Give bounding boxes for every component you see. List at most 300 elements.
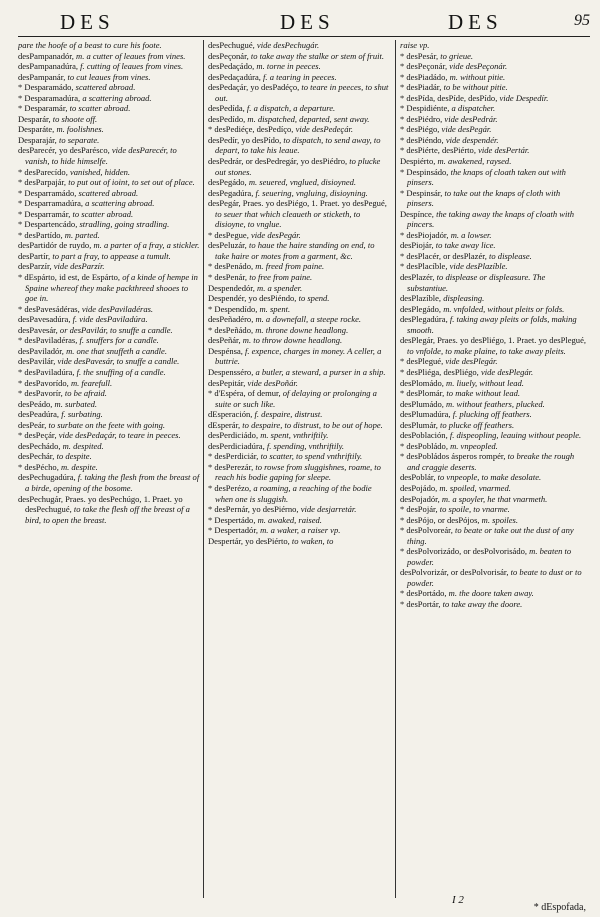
entry-definition: to take away the doore. (440, 598, 523, 609)
entry-headword: * Despidiénte, (400, 103, 450, 114)
entry-definition: m. spoiles. (479, 514, 519, 525)
entry-definition: the knaps of cloath taken out with pinsers. (407, 166, 566, 188)
dictionary-entry (400, 430, 586, 441)
dictionary-entry (400, 599, 586, 610)
dictionary-entry (208, 462, 390, 483)
entry-definition: vide desPegár. (439, 124, 492, 135)
entry-definition: vide desPedaçár, to teare in peeces. (56, 430, 181, 441)
entry-headword: desPegár, Praes. yo desPiégo, 1. Praet. yo desPegué, (208, 198, 387, 209)
dictionary-entry (208, 314, 390, 325)
dictionary-entry (400, 388, 586, 399)
entry-headword: * desPiérte, desPiérto, (400, 145, 476, 156)
catchword: * dEspofada, (533, 902, 586, 913)
entry-headword: * desPlegué, (400, 356, 444, 367)
entry-definition: to be without pitie. (441, 82, 508, 93)
dictionary-entry (400, 451, 586, 472)
entry-headword: * desPortádo, (400, 588, 447, 599)
entry-headword: desPoblación, (400, 430, 448, 441)
dictionary-entry (400, 145, 586, 156)
entry-definition: m. spoiled, vnarmed. (437, 482, 511, 493)
entry-definition: vide desPavesár, to snuffe a candle. (55, 356, 180, 367)
entry-headword: desPedaçádo, (208, 61, 255, 72)
entry-headword: * desPaviladúra, (18, 366, 75, 377)
dictionary-entry (400, 515, 586, 526)
entry-definition: m. a cutter of leaues from vines. (73, 50, 186, 61)
entry-headword: desParecér, yo desParésco, (18, 145, 110, 156)
dictionary-entry (400, 378, 586, 389)
entry-headword: desPeçonár, (208, 50, 249, 61)
entry-definition: m. liuely, without lead. (443, 377, 524, 388)
dictionary-entry (400, 356, 586, 367)
dictionary-entry (18, 441, 200, 452)
entry-definition: m. torne in peeces. (254, 61, 321, 72)
dictionary-entry (400, 40, 586, 51)
entry-definition: m. a downefall, a steepe rocke. (253, 314, 362, 325)
entry-headword: * Despartencádo, (18, 219, 78, 230)
entry-headword: * desPesár, (400, 50, 439, 61)
entry-definition: to plucke off feathers. (437, 419, 515, 430)
entry-definition: to take away the stalke or stem of fruit. (248, 50, 385, 61)
entry-headword: * desPartído, (18, 229, 63, 240)
dictionary-entry (208, 188, 390, 199)
dictionary-entry (208, 335, 390, 346)
entry-definition: m. a lowser. (448, 229, 492, 240)
entry-headword: desPlegádo, (400, 303, 442, 314)
entry-definition: scattered abroad. (76, 187, 139, 198)
entry-definition: vanished, hidden. (67, 166, 131, 177)
entry-headword: desPegádo, (208, 177, 247, 188)
dictionary-entry (18, 103, 200, 114)
dictionary-entry (18, 304, 200, 315)
entry-headword: * desPerdiciár, (208, 451, 259, 462)
running-headword: DES (60, 10, 115, 34)
entry-definition: m. surbated. (52, 398, 98, 409)
dictionary-entry (208, 409, 390, 420)
entry-definition: f. a dispatch, a departure. (244, 103, 336, 114)
dictionary-entry (18, 388, 200, 399)
entry-headword: * desPída, desPíde, desPído, (400, 92, 498, 103)
dictionary-entry (400, 441, 586, 452)
entry-headword: * desPerézo, (208, 482, 252, 493)
dictionary-entry (400, 135, 586, 146)
entry-headword: desPavilár, (18, 356, 56, 367)
entry-headword: * Desparramádo, (18, 187, 77, 198)
entry-headword: * desPolvorizádo, or desPolvorisádo, (400, 546, 528, 557)
entry-definition: to breake the rough and craggie deserts. (407, 451, 575, 472)
entry-headword: * desPobládos ásperos rompér, (400, 451, 506, 462)
column-2 (208, 40, 390, 900)
entry-headword: Despendér, yo desPiéndo, (208, 293, 297, 304)
entry-headword: dEsperación, (208, 409, 253, 420)
entry-definition: to be afraid. (62, 388, 107, 399)
entry-definition: m. a spoyler, he that vnarmeth. (439, 493, 548, 504)
entry-definition: vide Despedír. (497, 92, 549, 103)
dictionary-entry (400, 494, 586, 505)
dictionary-entry (400, 61, 586, 72)
entry-headword: * desPiadár, (400, 82, 442, 93)
entry-headword: * Despinsádo, (400, 166, 449, 177)
entry-definition: m. dispatched, departed, sent away. (245, 113, 370, 124)
entry-headword: * desPediéçe, desPedíço, (208, 124, 294, 135)
entry-definition: m. without pitie. (447, 71, 506, 82)
entry-headword: * desPolvoreár, (400, 525, 453, 536)
dictionary-entry (208, 367, 390, 378)
entry-definition: to plucke out stones. (215, 156, 381, 177)
dictionary-entry (208, 82, 390, 103)
dictionary-entry (400, 167, 586, 188)
dictionary-entry (18, 356, 200, 367)
entry-headword: * desPécho, (18, 461, 59, 472)
entry-definition: a roaming, a reaching of the bodie when one is sluggish. (215, 482, 372, 504)
entry-headword: * Desparamár, (18, 103, 68, 114)
dictionary-entry (18, 72, 200, 83)
entry-headword: * desPeñádo, (208, 324, 254, 335)
dictionary-entry (400, 188, 586, 209)
entry-definition: f. taking away pleits or folds, making smooth. (407, 314, 577, 335)
entry-headword: * desPaviladéras, (18, 335, 78, 346)
entry-headword: desPepitár, (208, 377, 246, 388)
entry-headword: Desparáte, (18, 124, 55, 135)
dictionary-entry (18, 494, 200, 526)
entry-definition: vide desPlegár. (443, 356, 498, 367)
entry-headword: desPoblár, (400, 472, 436, 483)
entry-definition: vide desPlazíble. (447, 261, 508, 272)
entry-headword: desPlumadúra, (400, 409, 451, 420)
dictionary-entry (18, 367, 200, 378)
dictionary-entry (400, 409, 586, 420)
entry-headword: * desPojár, (400, 504, 438, 515)
entry-definition: m. awaked, raised. (255, 514, 322, 525)
entry-headword: * Despertadór, (208, 525, 258, 536)
entry-headword: Despendedór, (208, 282, 255, 293)
entry-headword: * desPavorído, (18, 377, 69, 388)
entry-definition: m. without feathers, plucked. (443, 398, 545, 409)
dictionary-entry (208, 272, 390, 283)
entry-definition: m. a parter of a fray, a stickler. (91, 240, 200, 251)
entry-definition: a scattering abroad. (83, 198, 155, 209)
entry-definition: stradling, going stradling. (77, 219, 170, 230)
entry-headword: desPedrár, or desPedregár, yo desPiédro, (208, 156, 348, 167)
dictionary-entry (208, 525, 390, 536)
dictionary-entry (18, 51, 200, 62)
entry-definition: to beate or take out the dust of any thing. (407, 525, 574, 546)
dictionary-entry (18, 167, 200, 178)
dictionary-entry (208, 61, 390, 72)
entry-definition: to free from paine. (247, 272, 313, 283)
dictionary-entry (400, 567, 586, 588)
entry-headword: * desPiadádo, (400, 71, 448, 82)
dictionary-entry (208, 420, 390, 431)
entry-headword: * desPenár, (208, 272, 248, 283)
dictionary-entry (18, 451, 200, 462)
entry-definition: f. plucking off feathers. (450, 409, 532, 420)
entry-definition: m. freed from paine. (253, 261, 325, 272)
dictionary-entry (400, 293, 586, 304)
entry-definition: to displease or displeasure. The substantiue. (407, 272, 546, 293)
entry-definition: m. fearefull. (68, 377, 113, 388)
entry-definition: m. foolishnes. (54, 124, 104, 135)
dictionary-entry (18, 135, 200, 146)
dictionary-entry (208, 156, 390, 177)
dictionary-entry (208, 72, 390, 83)
dictionary-entry (208, 536, 390, 547)
dictionary-entry (400, 240, 586, 251)
entry-headword: desPampanár, (18, 71, 66, 82)
dictionary-entry (400, 304, 586, 315)
entry-definition: f. despaire, distrust. (252, 409, 323, 420)
entry-definition: vide desPaviladéras. (79, 303, 154, 314)
dictionary-entry (208, 441, 390, 452)
entry-definition: f. surbating. (59, 409, 103, 420)
dictionary-entry (208, 51, 390, 62)
entry-headword: * desPeçár, (18, 430, 57, 441)
dictionary-entry (208, 103, 390, 114)
entry-headword: desPeñár, (208, 335, 241, 346)
entry-definition: f. a tearing in peeces. (260, 71, 337, 82)
dictionary-entry (18, 61, 200, 72)
dictionary-entry (400, 367, 586, 378)
dictionary-entry (400, 156, 586, 167)
entry-headword: * Desparramadúra, (18, 198, 84, 209)
entry-headword: desPeadúra, (18, 409, 60, 420)
entry-headword: Despénsa, (208, 345, 243, 356)
entry-headword: desPechugué, (208, 40, 255, 50)
entry-headword: * desPiéndo, (400, 134, 444, 145)
dictionary-entry (18, 420, 200, 431)
entry-definition: to rowse from sluggishnes, roame, to reach his bodie gaping for sleepe. (215, 461, 381, 483)
column-3 (400, 40, 586, 900)
entry-headword: desPechugadúra, (18, 472, 76, 483)
entry-headword: desPlazér, (400, 272, 435, 283)
entry-definition: vide despendér. (443, 134, 499, 145)
dictionary-entry (208, 283, 390, 294)
dictionary-entry (18, 230, 200, 241)
entry-headword: * desParpajár, (18, 177, 67, 188)
entry-headword: * Desparramár, (18, 208, 71, 219)
entry-definition: a scattering abroad. (80, 92, 152, 103)
dictionary-entry (400, 103, 586, 114)
dictionary-entry (18, 314, 200, 325)
dictionary-entry (400, 114, 586, 125)
entry-definition: m. a waker, a raiser vp. (257, 525, 341, 536)
entry-headword: desPolvorizár, or desPolvorisár, (400, 567, 509, 578)
entry-definition: m. despited. (60, 440, 104, 451)
entry-definition: m. spent. (257, 303, 291, 314)
entry-headword: * Desparamádo, (18, 82, 74, 93)
entry-definition: a dispatcher. (449, 103, 496, 114)
entry-headword: desPeluzár, (208, 240, 247, 251)
dictionary-entry (400, 93, 586, 104)
entry-definition: f. seuering, vngluing, disioyning. (253, 187, 368, 198)
dictionary-entry (18, 198, 200, 209)
entry-definition: of a kinde of hempe in Spaine whereof they make packthreed shooes to goe in. (25, 272, 198, 304)
entry-headword: desPlumár, (400, 419, 438, 430)
entry-headword: * desPlacér, or desPlazér, (400, 250, 487, 261)
entry-headword: * desPlacíble, (400, 261, 448, 272)
dictionary-entry (18, 335, 200, 346)
entry-definition: vide desPegár. (248, 229, 301, 240)
entry-definition: vide desPeçonár. (447, 61, 508, 72)
entry-headword: desPedído, (208, 113, 246, 124)
entry-definition: raise vp. (400, 40, 430, 50)
entry-headword: desPedaçár, yo desPadéço, (208, 82, 300, 93)
entry-headword: desPojádo, (400, 482, 438, 493)
entry-definition: m. one that snuffeth a candle. (63, 345, 167, 356)
entry-headword: * desPliéga, desPliégo, (400, 366, 479, 377)
entry-definition: to make without lead. (444, 388, 521, 399)
dictionary-entry (400, 420, 586, 431)
dictionary-entry (208, 346, 390, 367)
entry-definition: m. vnfolded, without pleits or folds. (441, 303, 565, 314)
entry-definition: to beate to dust or to powder. (407, 567, 582, 588)
entry-headword: * desPeçonár, (400, 61, 448, 72)
entry-headword: desPojadór, (400, 493, 440, 504)
entry-definition: to despaire, to distrust, to be out of hope. (240, 419, 383, 430)
dictionary-entry (18, 251, 200, 262)
column-rule (395, 40, 396, 898)
entry-definition: to put out of ioint, to set out of place. (66, 177, 195, 188)
running-headword: DES (448, 10, 503, 34)
entry-definition: to scatter abroad. (67, 103, 131, 114)
entry-definition: vide desPedeçár. (293, 124, 354, 135)
entry-definition: m. seuered, vnglued, disioyned. (246, 177, 357, 188)
dictionary-entry (18, 219, 200, 230)
dictionary-entry (208, 304, 390, 315)
entry-definition: to part a fray, to appease a tumult. (50, 250, 171, 261)
entry-definition: m. spent, vnthriftily. (258, 430, 329, 441)
dictionary-entry (18, 82, 200, 93)
entry-headword: * desParecído, (18, 166, 68, 177)
entry-headword: desPlegadúra, (400, 314, 448, 325)
dictionary-entry (208, 504, 390, 515)
dictionary-entry (208, 124, 390, 135)
entry-headword: Despensséro, (208, 366, 254, 377)
dictionary-entry (18, 399, 200, 410)
entry-headword: desPlegár, Praes. yo desPliégo, 1. Praet. yo desPlegué, (400, 335, 586, 346)
dictionary-entry (18, 124, 200, 135)
entry-definition: to take the flesh off the breast of a bird, to open the breast. (25, 504, 190, 525)
entry-definition: to surbate on the feete with going. (46, 419, 166, 430)
entry-headword: desPechugár, Praes. yo desPechúgo, 1. Praet. yo desPechugué, (18, 493, 183, 515)
entry-headword: * desPlomár, (400, 388, 445, 399)
entry-definition: m. awakened, raysed. (435, 156, 512, 167)
entry-definition: vide desPlegár. (478, 366, 534, 377)
entry-headword: * desPegue, (208, 229, 249, 240)
entry-headword: * dEspárto, id est, de Espárto, (18, 272, 121, 283)
entry-definition: to displease. (486, 250, 532, 261)
dictionary-entry (18, 325, 200, 336)
dictionary-entry (400, 335, 586, 356)
entry-headword: desPeár, (18, 419, 47, 430)
entry-definition: of delaying or prolonging a suite or such like. (215, 388, 377, 409)
page-number: 95 (574, 12, 590, 29)
entry-definition: to teare in peeces, to shut out. (215, 82, 389, 103)
entry-headword: * Desparamadúra, (18, 92, 81, 103)
entry-headword: * d'Espéra, of demur, (208, 388, 281, 399)
entry-headword: * desPójo, or desPójos, (400, 514, 480, 525)
dictionary-entry (18, 40, 200, 51)
dictionary-entry (18, 430, 200, 441)
dictionary-entry (400, 124, 586, 135)
entry-definition: vide desPertár. (475, 145, 530, 156)
entry-definition: m. vnpeopled. (447, 440, 498, 451)
entry-definition: or desPavilár, to snuffe a candle. (57, 324, 173, 335)
dictionary-entry (208, 378, 390, 389)
entry-headword: desParzír, (18, 261, 52, 272)
dictionary-entry (400, 525, 586, 546)
entry-headword: desPlazíble, (400, 293, 442, 304)
column-1 (18, 40, 200, 900)
dictionary-entry (18, 272, 200, 304)
dictionary-entry (400, 483, 586, 494)
entry-headword: desPeñadéro, (208, 314, 254, 325)
entry-headword: desPedída, (208, 103, 245, 114)
entry-headword: * desPenádo, (208, 261, 254, 272)
entry-headword: desPlumádo, (400, 398, 444, 409)
entry-headword: * desPiégo, (400, 124, 440, 135)
entry-headword: * desPiédro, (400, 113, 443, 124)
entry-definition: to haue the haire standing on end, to take haire or motes from a garment, &c. (215, 240, 375, 261)
dictionary-entry (208, 230, 390, 241)
entry-definition: pare the hoofe of a beast to cure his foote. (18, 40, 162, 50)
dictionary-entry (18, 209, 200, 220)
dictionary-entry (208, 515, 390, 526)
entry-headword: desPechár, (18, 451, 55, 462)
entry-headword: desPedaçadúra, (208, 71, 261, 82)
entry-headword: desPaviladór, (18, 345, 64, 356)
entry-definition: vide desPedrár. (442, 113, 498, 124)
dictionary-entry (208, 430, 390, 441)
entry-headword: desPedír, yo desPído, (208, 134, 282, 145)
entry-definition: to separate. (56, 134, 100, 145)
entry-definition: to despite. (54, 451, 92, 462)
entry-headword: Despertár, yo desPiérto, (208, 535, 290, 546)
dictionary-entry (208, 388, 390, 409)
entry-definition: to scatter, to spend vnthriftily. (258, 451, 363, 462)
entry-headword: * Despinsár, (400, 187, 443, 198)
column-rule (203, 40, 204, 898)
dictionary-entry (18, 409, 200, 420)
dictionary-entry (400, 588, 586, 599)
dictionary-entry (400, 261, 586, 272)
entry-definition: a butler, a steward, a purser in a ship. (253, 366, 386, 377)
entry-definition: f. taking the flesh from the breast of a birde, opening of the bosome. (25, 472, 200, 493)
entry-headword: * desPobládo, (400, 440, 448, 451)
entry-headword: desPerdiciadúra, (208, 440, 265, 451)
entry-definition: vide desParzír. (51, 261, 105, 272)
entry-headword: * desPortár, (400, 598, 441, 609)
entry-definition: vide desPoñár. (245, 377, 298, 388)
dictionary-entry (18, 188, 200, 199)
entry-definition: f. dispeopling, leauing without people. (447, 430, 582, 441)
entry-definition: to seuer that which cleaueth or sticketh, to disioyne, to vnglue. (215, 208, 361, 230)
entry-headword: desPartír, (18, 250, 51, 261)
dictionary-entry (400, 82, 586, 93)
entry-definition: to waken, to (289, 535, 334, 546)
dictionary-entry (18, 240, 200, 251)
dictionary-entry (18, 114, 200, 125)
entry-headword: * desPavesádéras, (18, 303, 80, 314)
entry-headword: dEsperár, (208, 419, 241, 430)
dictionary-entry (208, 40, 390, 51)
entry-definition: m. despite. (58, 461, 98, 472)
dictionary-entry (400, 251, 586, 262)
dictionary-entry (208, 135, 390, 156)
entry-headword: desPerdiciádo, (208, 430, 259, 441)
entry-headword: desPechádo, (18, 440, 61, 451)
entry-definition: to vnfolde, to make plaine, to take away pleits. (407, 345, 566, 356)
dictionary-entry (400, 314, 586, 335)
